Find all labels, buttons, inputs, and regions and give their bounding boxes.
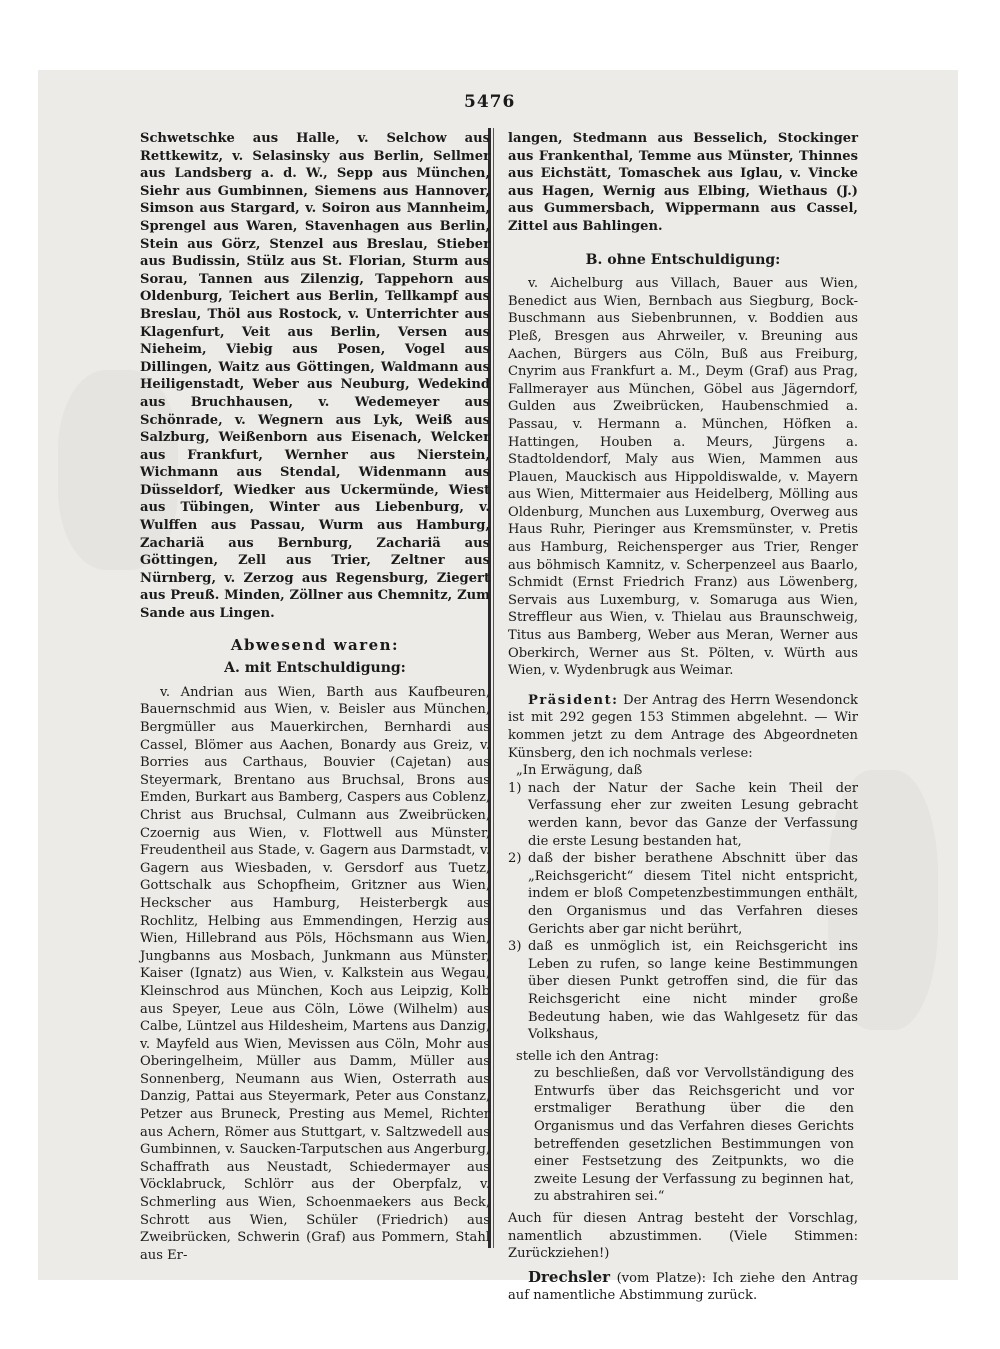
item-text: daß der bisher berathene Abschnitt über das „Reichsgericht“ diesem Titel nicht entspricht, indem er bloß Competenzbestimmungen enthält, den Organismus und das Verfahren dieses Gerichts aber gar nicht berührt, xyxy=(528,851,858,937)
section-b-names: v. Aichelburg aus Villach, Bauer aus Wien, Benedict aus Wien, Bernbach aus Siegburg, Bock-Buschmann aus Siebenbrunnen, v. Boddien aus Pleß, Bresgen aus Ahrweiler, v. Breuning aus Aachen, Bürgers aus Cöln, Buß aus Freiburg, Cnyrim aus Frankfurt a. M., Deym (Graf) aus Prag, Fallmerayer aus München, Göbel aus Jägerndorf, Gulden aus Zweibrücken, Haubenschmied a. Passau, v. Hermann a. München, Höfken a. Hattingen, Houben a. Meurs, Jürgens a. Stadtoldendorf, Maly aus Wien, Mammen aus Plauen, Mauckisch aus Hippoldiswalde, v. Mayern aus Wien, Mittermaier aus Heidelberg, Mölling aus Oldenburg, Munchen aus Luxemburg, Overweg aus Haus Ruhr, Pieringer aus Kremsmünster, v. Pretis aus Hamburg, Reichensperger aus Trier, Renger aus böhmisch Kamnitz, v. Scherpenzeel aus Baarlo, Schmidt (Ernst Friedrich Franz) aus Löwenberg, Servais aus Luxemburg, v. Somaruga aus Wien, Streffleur aus Wien, v. Thielau aus Braunschweig, Titus aus Bamberg, Weber aus Meran, Werner aus Oberkirch, Werner aus St. Pölten, v. Würth aus Wien, v. Wydenbrugk aus Weimar. xyxy=(508,276,858,679)
motion-text: zu beschließen, daß vor Vervollständigung des Entwurfs über das Reichsgericht und vor erstmaliger Berathung über die den Organismus und das Verfahren dieses Gerichts betreffenden gesetzlichen Bestimmungen von einer Festsetzung des Zeitpunkts, wo die zweite Lesung der Verfassung zu beginnen hat, zu abstrahiren sei.“ xyxy=(534,1066,854,1205)
absent-heading: Abwesend waren: xyxy=(230,635,400,654)
drechsler-statement xyxy=(508,1269,858,1305)
item-number: 3) xyxy=(508,939,522,955)
president-text: Der Antrag des Herrn Wesendonck ist mit 292 gegen 153 Stimmen abgelehnt. — Wir kommen jetzt zu dem Antrage des Abgeordneten Künsberg, den ich nochmals verlese: xyxy=(508,692,858,761)
speaker-note: (vom Platze): xyxy=(616,1270,707,1286)
column-divider-thin xyxy=(493,128,494,1248)
item-number: 1) xyxy=(508,780,522,796)
motion-intro: stelle ich den Antrag: xyxy=(516,1048,659,1064)
section-b-heading: B. ohne Entschuldigung: xyxy=(585,251,781,268)
drechsler-text: Ich ziehe den Antrag auf namentliche Abstimmung zurück. xyxy=(508,1270,859,1304)
vote-note: Auch für diesen Antrag besteht der Vorschlag, namentlich abzustimmen. (Viele Stimmen: Zurückziehen!) xyxy=(508,1211,858,1262)
item-text: daß es unmöglich ist, ein Reichsgericht ins Leben zu rufen, so lange keine Bestimmungen über diesen Punkt getroffen sind, die für das Reichsgericht eine nicht minder große Bedeutung haben, wie das Wahlgesetz für das Volkshaus, xyxy=(528,939,858,1043)
names-list-continued: Schwetschke aus Halle, v. Selchow aus Rettkewitz, v. Selasinsky aus Berlin, Sellmer aus Landsberg a. d. W., Sepp aus München, Siehr aus Gumbinnen, Siemens aus Hannover, Simson aus Stargard, v. Soiron aus Mannheim, Sprengel aus Waren, Stavenhagen aus Berlin, Stein aus Görz, Stenzel aus Breslau, Stieber aus Budissin, Stülz aus St. Florian, Sturm aus Sorau, Tannen aus Zilenzig, Tappehorn aus Oldenburg, Teichert aus Berlin, Tellkampf aus Breslau, Thöl aus Rostock, v. Unterrichter aus Klagenfurt, Veit aus Berlin, Versen aus Nieheim, Viebig aus Posen, Vogel aus Dillingen, Waitz aus Göttingen, Waldmann aus Heiligenstadt, Weber aus Neuburg, Wedekind aus Bruchhausen, v. Wedemeyer aus Schönrade, v. Wegnern aus Lyk, Weiß aus Salzburg, Weißenborn aus Eisenach, Welcker aus Frankfurt, Wernher aus Nierstein, Wichmann aus Stendal, Widenmann aus Düsseldorf, Wiedker aus Uckermünde, Wiest aus Tübingen, Winter aus Liebenburg, v. Wulffen aus Passau, Wurm aus Hamburg, Zachariä aus Bernburg, Zachariä aus Göttingen, Zell aus Trier, Zeltner aus Nürnberg, v. Zerzog aus Regensburg, Ziegert aus Preuß. Minden, Zöllner aus Chemnitz, Zum Sande aus Lingen. xyxy=(140,131,490,622)
motion-item xyxy=(508,938,858,1044)
item-number: 2) xyxy=(508,851,522,867)
section-a-names: v. Andrian aus Wien, Barth aus Kaufbeuren, Bauernschmid aus Wien, v. Beisler aus München, Bergmüller aus Mauerkirchen, Bernhardi aus Cassel, Blömer aus Aachen, Bonardy aus Greiz, v. Borries aus Carthaus, Bouvier (Cajetan) aus Steyermark, Brentano aus Bruchsal, Brons aus Emden, Burkart aus Bamberg, Caspers aus Coblenz, Christ aus Bruchsal, Culmann aus Zweibrücken, Czoernig aus Wien, v. Flottwell aus Münster, Freudentheil aus Stade, v. Gagern aus Darmstadt, v. Gagern aus Wiesbaden, v. Gersdorf aus Tuetz, Gottschalk aus Schopfheim, Gritzner aus Wien, Heckscher aus Hamburg, Heisterbergk aus Rochlitz, Helbing aus Emmendingen, Herzig aus Wien, Hillebrand aus Pöls, Höchsmann aus Wien, Jungbanns aus Mosbach, Junkmann aus Münster, Kaiser (Ignatz) aus Wien, v. Kalkstein aus Wegau, Kleinschrod aus München, Koch aus Leipzig, Kolb aus Speyer, Leue aus Cöln, Löwe (Wilhelm) aus Calbe, Lüntzel aus Hildesheim, Martens aus Danzig, v. Mayfeld aus Wien, Mevissen aus Cöln, Mohr aus Oberingelheim, Müller aus Damm, Müller aus Sonnenberg, Neumann aus Wien, Osterrath aus Danzig, Pattai aus Steyermark, Peter aus Constanz, Petzer aus Bruneck, Presting aus Memel, Richter aus Achern, Römer aus Stuttgart, v. Saltzwedell aus Gumbinnen, v. Saucken-Tarputschen aus Angerburg, Schaffrath aus Neustadt, Schiedermayer aus Vöcklabruck, Schlörr aus der Oberpfalz, v. Schmerling aus Wien, Schoenmaekers aus Beck, Schrott aus Wien, Schüler (Friedrich) aus Zweibrücken, Schwerin (Graf) aus Pommern, Stahl aus Er- xyxy=(140,684,490,1263)
speaker-label: Drechsler xyxy=(528,1267,611,1286)
left-column xyxy=(140,130,490,1264)
motion-item xyxy=(508,780,858,850)
consideration-intro: „In Erwägung, daß xyxy=(516,763,643,779)
speaker-label: Präsident: xyxy=(528,692,619,708)
motion-item xyxy=(508,850,858,938)
president-statement xyxy=(508,692,858,762)
right-column xyxy=(508,130,858,1305)
section-a-heading: A. mit Entschuldigung: xyxy=(224,660,406,677)
names-list-end: langen, Stedmann aus Besselich, Stockinger aus Frankenthal, Temme aus Münster, Thinnes aus Eichstätt, Tomaschek aus Iglau, v. Vincke aus Hagen, Wernig aus Elbing, Wiethaus (J.) aus Gummersbach, Wippermann aus Cassel, Zittel aus Bahlingen. xyxy=(508,131,858,234)
page-number: 5476 xyxy=(464,92,516,112)
item-text: nach der Natur der Sache kein Theil der Verfassung eher zur zweiten Lesung gebracht werden kann, bevor das Ganze der Verfassung die erste Lesung bestanden hat, xyxy=(528,780,858,849)
